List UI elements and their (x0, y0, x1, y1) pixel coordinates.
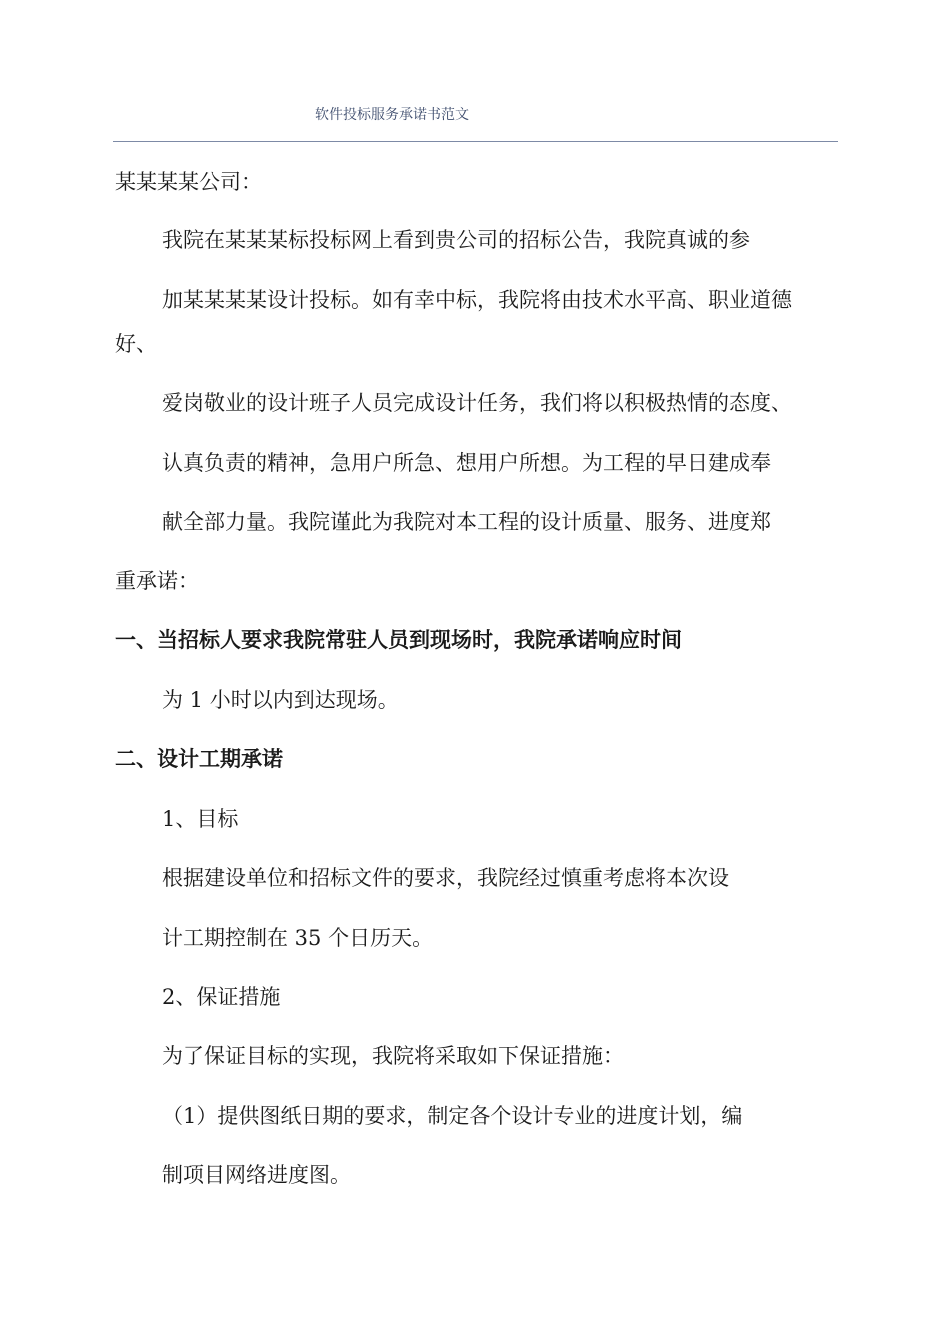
item-title: 2、保证措施 (162, 985, 281, 1009)
intro-line: 认真负责的精神，急用户所急、想用户所想。为工程的早日建成奉 (162, 451, 771, 475)
section-text: 为 1 小时以内到达现场。 (162, 688, 399, 712)
section-heading: 二、设计工期承诺 (115, 746, 283, 771)
intro-line: 加某某某某设计投标。如有幸中标，我院将由技术水平高、职业道德 (162, 288, 792, 312)
item-text: 制项目网络进度图。 (162, 1163, 351, 1187)
salutation: 某某某某公司： (115, 170, 262, 194)
intro-line: 爱岗敬业的设计班子人员完成设计任务，我们将以积极热情的态度、 (162, 391, 792, 415)
item-text: 根据建设单位和招标文件的要求，我院经过慎重考虑将本次设 (162, 866, 729, 890)
intro-line: 好、 (115, 332, 157, 356)
item-text: 计工期控制在 35 个日历天。 (162, 926, 434, 950)
section-heading: 一、当招标人要求我院常驻人员到现场时，我院承诺响应时间 (115, 627, 682, 652)
item-text: 为了保证目标的实现，我院将采取如下保证措施： (162, 1044, 624, 1068)
document-header-title: 软件投标服务承诺书范文 (315, 107, 469, 123)
item-text: （1）提供图纸日期的要求，制定各个设计专业的进度计划，编 (162, 1104, 743, 1128)
item-title: 1、目标 (162, 807, 239, 831)
intro-line: 重承诺： (115, 569, 199, 593)
intro-line: 献全部力量。我院谨此为我院对本工程的设计质量、服务、进度郑 (162, 510, 771, 534)
intro-line: 我院在某某某标投标网上看到贵公司的招标公告，我院真诚的参 (162, 228, 750, 252)
header-divider (113, 141, 838, 142)
